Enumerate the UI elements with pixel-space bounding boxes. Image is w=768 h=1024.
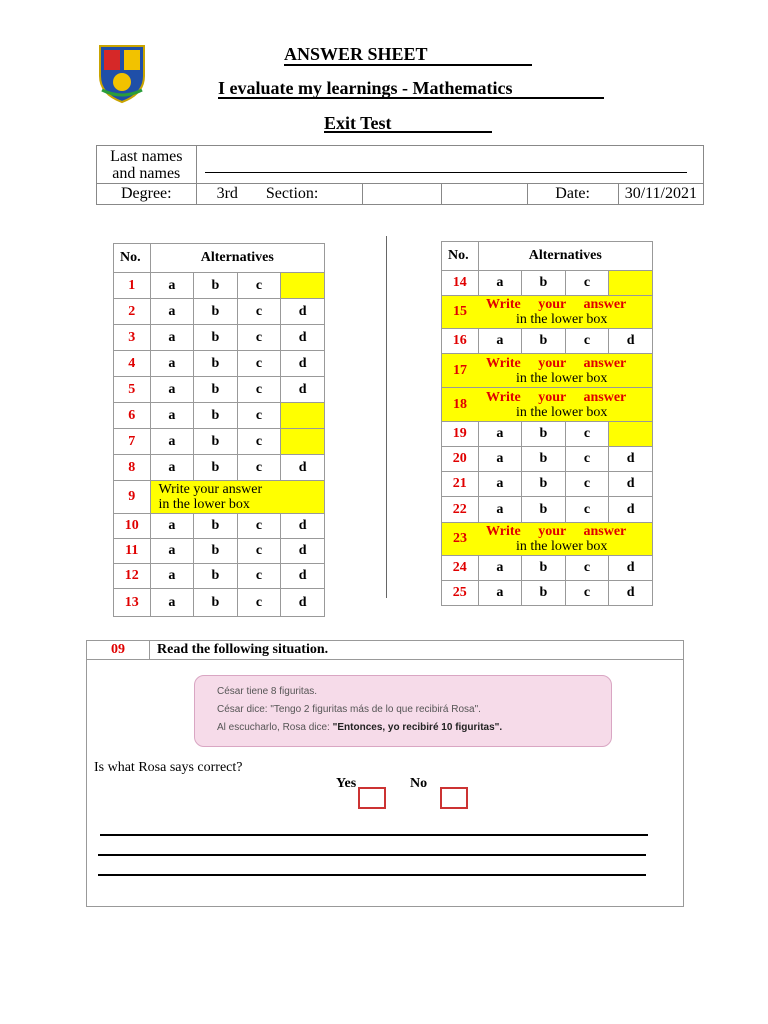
write-instruction-1: Write your answer xyxy=(486,389,627,405)
option-b[interactable]: b xyxy=(194,455,238,481)
option-c[interactable]: c xyxy=(565,472,609,497)
no-checkbox[interactable] xyxy=(440,787,468,809)
situation-line-3-bold: "Entonces, yo recibiré 10 figuritas". xyxy=(332,722,503,733)
question-number: 5 xyxy=(114,377,151,403)
write-instruction-2: in the lower box xyxy=(516,404,608,420)
write-instruction-1: Write your answer xyxy=(158,482,263,497)
sheet-title: ANSWER SHEET xyxy=(284,44,428,64)
option-b[interactable]: b xyxy=(522,581,566,606)
option-d[interactable]: d xyxy=(609,581,653,606)
option-b[interactable]: b xyxy=(194,539,238,564)
answer-row xyxy=(114,514,325,539)
question-number: 17 xyxy=(442,354,479,388)
option-a[interactable]: a xyxy=(150,429,194,455)
question-number: 15 xyxy=(442,296,479,329)
option-a[interactable]: a xyxy=(478,556,522,581)
answer-table-right xyxy=(441,241,653,606)
test-name-underline xyxy=(324,131,492,133)
option-b[interactable]: b xyxy=(522,472,566,497)
option-c[interactable]: c xyxy=(237,514,281,539)
option-b[interactable]: b xyxy=(522,271,566,296)
answer-row xyxy=(442,472,653,497)
question-number: 13 xyxy=(114,589,151,617)
option-c[interactable]: c xyxy=(565,271,609,296)
option-b[interactable]: b xyxy=(522,447,566,472)
empty-option-cell xyxy=(609,271,653,296)
option-d[interactable]: d xyxy=(281,564,325,589)
answer-row xyxy=(442,581,653,606)
option-d[interactable]: d xyxy=(281,351,325,377)
option-c[interactable]: c xyxy=(237,351,281,377)
option-a[interactable]: a xyxy=(478,581,522,606)
answer-row xyxy=(114,481,325,514)
question-number: 9 xyxy=(114,481,151,514)
option-b[interactable]: b xyxy=(194,299,238,325)
answer-row xyxy=(442,556,653,581)
question-number: 18 xyxy=(442,388,479,422)
situation-line-1: César tiene 8 figuritas. xyxy=(217,686,318,697)
option-d[interactable]: d xyxy=(281,539,325,564)
degree-label: Degree: xyxy=(97,184,197,205)
option-d[interactable]: d xyxy=(281,589,325,617)
date-value: 30/11/2021 xyxy=(618,184,703,205)
option-b[interactable]: b xyxy=(194,429,238,455)
situation-line-3-prefix: Al escucharlo, Rosa dice: xyxy=(217,722,333,733)
option-c[interactable]: c xyxy=(565,447,609,472)
option-a[interactable]: a xyxy=(150,564,194,589)
write-answer-cell xyxy=(478,388,652,422)
option-c[interactable]: c xyxy=(237,589,281,617)
column-divider xyxy=(386,236,387,598)
question-number: 2 xyxy=(114,299,151,325)
option-b[interactable]: b xyxy=(522,329,566,354)
answer-table-left xyxy=(113,243,325,617)
option-c[interactable]: c xyxy=(237,325,281,351)
option-b[interactable]: b xyxy=(194,589,238,617)
answer-row xyxy=(442,271,653,296)
sheet-subtitle: I evaluate my learnings - Mathematics xyxy=(218,78,513,98)
option-b[interactable]: b xyxy=(194,564,238,589)
option-a[interactable]: a xyxy=(478,271,522,296)
empty-option-cell xyxy=(609,422,653,447)
answer-row xyxy=(114,299,325,325)
option-c[interactable]: c xyxy=(237,539,281,564)
option-d[interactable]: d xyxy=(609,556,653,581)
col-alternatives-header: Alternatives xyxy=(150,244,324,273)
answer-row xyxy=(442,447,653,472)
option-a[interactable]: a xyxy=(150,514,194,539)
test-name: Exit Test xyxy=(324,113,392,133)
answer-row xyxy=(114,351,325,377)
section-label: Section: xyxy=(265,185,319,202)
question-number: 21 xyxy=(442,472,479,497)
option-c[interactable]: c xyxy=(237,403,281,429)
answer-line-3[interactable] xyxy=(98,874,646,876)
option-a[interactable]: a xyxy=(478,497,522,523)
yes-label: Yes xyxy=(336,776,357,791)
option-a[interactable]: a xyxy=(478,472,522,497)
name-field[interactable] xyxy=(196,146,703,184)
option-c[interactable]: c xyxy=(237,564,281,589)
write-answer-cell xyxy=(150,481,324,514)
question-number: 8 xyxy=(114,455,151,481)
col-alternatives-header: Alternatives xyxy=(478,242,652,271)
option-b[interactable]: b xyxy=(194,403,238,429)
answer-row xyxy=(114,589,325,617)
name-label: Last names and names xyxy=(97,146,197,184)
question-number: 1 xyxy=(114,273,151,299)
question-number: 11 xyxy=(114,539,151,564)
degree-section-cell[interactable] xyxy=(196,184,363,205)
question-text: Is what Rosa says correct? xyxy=(94,760,243,775)
option-c[interactable]: c xyxy=(565,581,609,606)
write-instruction-2: in the lower box xyxy=(516,539,608,554)
write-answer-cell xyxy=(478,296,652,329)
subtitle-underline xyxy=(218,97,604,99)
yes-checkbox[interactable] xyxy=(358,787,386,809)
question-number: 12 xyxy=(114,564,151,589)
option-d[interactable]: d xyxy=(609,447,653,472)
answer-row xyxy=(114,455,325,481)
question-number: 25 xyxy=(442,581,479,606)
option-b[interactable]: b xyxy=(194,514,238,539)
question-number: 20 xyxy=(442,447,479,472)
answer-row xyxy=(442,422,653,447)
option-a[interactable]: a xyxy=(150,351,194,377)
question-number: 4 xyxy=(114,351,151,377)
option-c[interactable]: c xyxy=(565,422,609,447)
option-a[interactable]: a xyxy=(150,455,194,481)
option-c[interactable]: c xyxy=(237,429,281,455)
question-number: 16 xyxy=(442,329,479,354)
answer-row xyxy=(114,325,325,351)
question-number: 24 xyxy=(442,556,479,581)
answer-row xyxy=(442,497,653,523)
option-d[interactable]: d xyxy=(281,299,325,325)
option-d[interactable]: d xyxy=(281,455,325,481)
question-number: 22 xyxy=(442,497,479,523)
situation-line-3 xyxy=(217,722,502,733)
empty-option-cell xyxy=(281,273,325,299)
option-d[interactable]: d xyxy=(609,497,653,523)
empty-option-cell xyxy=(281,429,325,455)
option-c[interactable]: c xyxy=(237,377,281,403)
degree-value: 3rd xyxy=(216,185,238,202)
situation-number: 09 xyxy=(87,641,150,659)
option-a[interactable]: a xyxy=(478,422,522,447)
option-c[interactable]: c xyxy=(565,329,609,354)
write-answer-cell xyxy=(478,354,652,388)
situation-card xyxy=(194,675,612,747)
option-c[interactable]: c xyxy=(565,497,609,523)
col-no-header: No. xyxy=(114,244,151,273)
title-underline xyxy=(284,64,532,66)
option-b[interactable]: b xyxy=(522,556,566,581)
question-number: 6 xyxy=(114,403,151,429)
answer-line-1[interactable] xyxy=(100,834,648,836)
option-c[interactable]: c xyxy=(237,455,281,481)
answer-row xyxy=(114,403,325,429)
option-a[interactable]: a xyxy=(478,447,522,472)
option-d[interactable]: d xyxy=(281,377,325,403)
answer-row xyxy=(442,388,653,422)
question-number: 14 xyxy=(442,271,479,296)
answer-line-2[interactable] xyxy=(98,854,646,856)
answer-row xyxy=(442,329,653,354)
option-a[interactable]: a xyxy=(150,539,194,564)
school-crest-icon xyxy=(96,42,148,104)
answer-row xyxy=(114,539,325,564)
option-d[interactable]: d xyxy=(609,329,653,354)
option-a[interactable]: a xyxy=(150,589,194,617)
question-number: 7 xyxy=(114,429,151,455)
write-instruction-2: in the lower box xyxy=(516,312,608,327)
write-instruction-1: Write your answer xyxy=(486,524,627,539)
write-instruction-2: in the lower box xyxy=(516,370,608,386)
option-a[interactable]: a xyxy=(150,403,194,429)
question-number: 23 xyxy=(442,523,479,556)
student-info-table xyxy=(96,145,704,205)
option-a[interactable]: a xyxy=(478,329,522,354)
blank-field xyxy=(441,184,527,205)
option-d[interactable]: d xyxy=(281,514,325,539)
answer-row xyxy=(114,564,325,589)
option-c[interactable]: c xyxy=(237,273,281,299)
option-b[interactable]: b xyxy=(194,273,238,299)
option-b[interactable]: b xyxy=(522,422,566,447)
question-number: 19 xyxy=(442,422,479,447)
answer-row xyxy=(114,377,325,403)
option-b[interactable]: b xyxy=(522,497,566,523)
option-a[interactable]: a xyxy=(150,273,194,299)
date-label: Date: xyxy=(527,184,618,205)
answer-row xyxy=(114,273,325,299)
answer-row xyxy=(114,429,325,455)
situation-header xyxy=(87,641,683,660)
option-c[interactable]: c xyxy=(565,556,609,581)
question-number: 10 xyxy=(114,514,151,539)
write-instruction-1: Write your answer xyxy=(486,297,627,312)
answer-row xyxy=(442,296,653,329)
situation-line-2: César dice: "Tengo 2 figuritas más de lo que recibirá Rosa". xyxy=(217,704,481,715)
option-b[interactable]: b xyxy=(194,377,238,403)
question-number: 3 xyxy=(114,325,151,351)
option-a[interactable]: a xyxy=(150,325,194,351)
option-d[interactable]: d xyxy=(281,325,325,351)
option-c[interactable]: c xyxy=(237,299,281,325)
no-label: No xyxy=(410,776,428,791)
option-b[interactable]: b xyxy=(194,351,238,377)
write-instruction-2: in the lower box xyxy=(158,497,250,512)
answer-row xyxy=(442,523,653,556)
option-a[interactable]: a xyxy=(150,377,194,403)
option-b[interactable]: b xyxy=(194,325,238,351)
option-d[interactable]: d xyxy=(609,472,653,497)
situation-instruction: Read the following situation. xyxy=(157,642,329,657)
section-field[interactable] xyxy=(363,184,441,205)
write-instruction-1: Write your answer xyxy=(486,355,627,371)
empty-option-cell xyxy=(281,403,325,429)
write-answer-cell xyxy=(478,523,652,556)
answer-row xyxy=(442,354,653,388)
option-a[interactable]: a xyxy=(150,299,194,325)
col-no-header: No. xyxy=(442,242,479,271)
